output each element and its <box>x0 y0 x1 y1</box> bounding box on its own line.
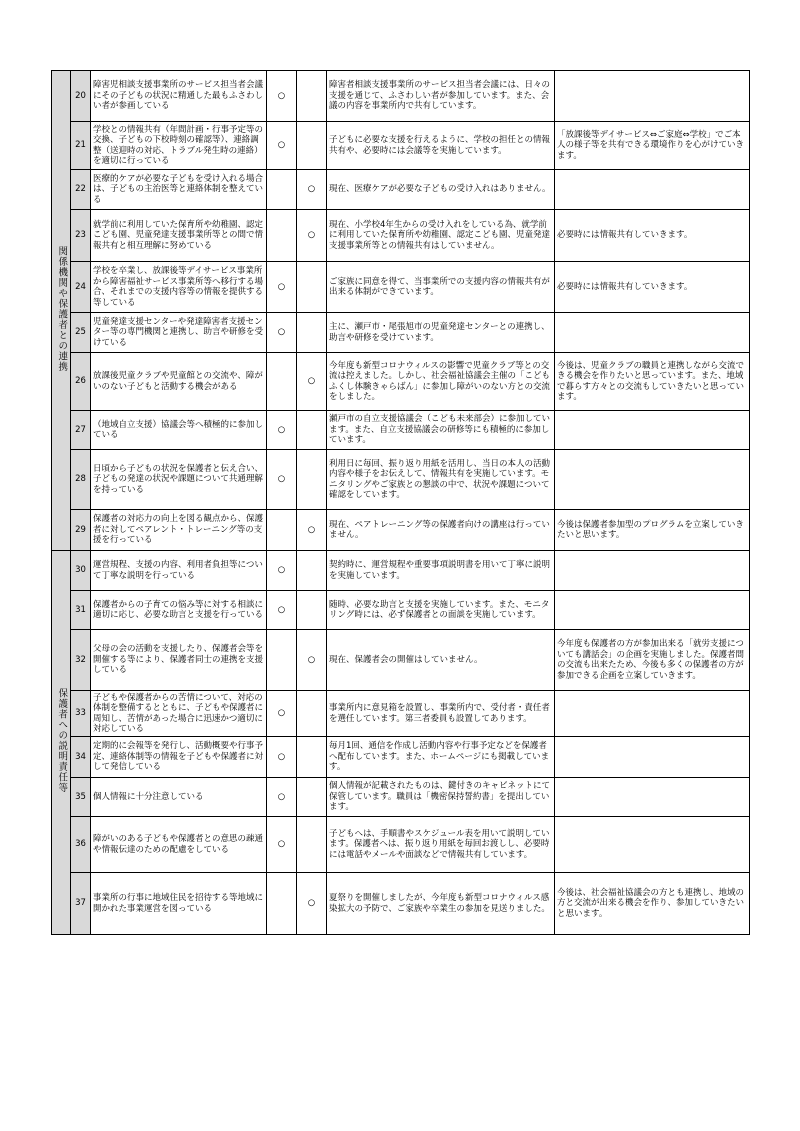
yes-mark: ○ <box>267 778 297 817</box>
category-label: 関係機関や保護者との連携 <box>56 245 68 372</box>
status-text: 個人情報が記載されたものは、鍵付きのキャビネットにて保管しています。職員は「機密保持誓約書」を提出しています。 <box>327 778 555 817</box>
status-text: ご家族に同意を得て、当事業所での支援内容の情報共有が出来る体制ができています。 <box>327 262 555 313</box>
no-mark <box>297 817 327 873</box>
yes-mark: ○ <box>267 411 297 450</box>
category-cell <box>52 71 71 551</box>
plan-text: 今後は保護者参加型のプログラムを立案していきたいと思います。 <box>555 510 750 551</box>
plan-text <box>555 691 750 737</box>
category-label: 保護者への説明責任等 <box>56 688 68 794</box>
plan-text <box>555 71 750 122</box>
row-number: 25 <box>71 313 91 353</box>
yes-mark: ○ <box>267 691 297 737</box>
item-text: 学校を卒業し、放課後等デイサービス事業所から障害福祉サービス事業所等へ移行する場合、それまでの支援内容等の情報を提供する等している <box>91 262 267 313</box>
item-text: 事業所の行事に地域住民を招待する等地域に開かれた事業運営を図っている <box>91 873 267 935</box>
item-text: 障がいのある子どもや保護者との意思の疎通や情報伝達のための配慮をしている <box>91 817 267 873</box>
row-number: 35 <box>71 778 91 817</box>
no-mark <box>297 737 327 778</box>
row-number: 20 <box>71 71 91 122</box>
status-text: 現在、ペアトレーニング等の保護者向けの講座は行っていません。 <box>327 510 555 551</box>
row-number: 21 <box>71 122 91 170</box>
status-text: 随時、必要な助言と支援を実施しています。また、モニタリング時には、必ず保護者との面談を実施しています。 <box>327 591 555 630</box>
table-row <box>52 691 750 737</box>
no-mark: ○ <box>297 353 327 411</box>
yes-mark: ○ <box>267 737 297 778</box>
no-mark <box>297 411 327 450</box>
plan-text <box>555 737 750 778</box>
row-number: 37 <box>71 873 91 935</box>
status-text: 子どもに必要な支援を行えるように、学校の担任との情報共有や、必要時には会議等を実施しています。 <box>327 122 555 170</box>
status-text: 現在、小学校4年生からの受け入れをしている為、就学前に利用していた保育所や幼稚園、認定こども園、児童発達支援事業所等との情報共有はしていません。 <box>327 210 555 262</box>
item-text: 日頃から子どもの状況を保護者と伝え合い、子どもの発達の状況や課題について共通理解を持っている <box>91 450 267 510</box>
table-row <box>52 873 750 935</box>
yes-mark: ○ <box>267 313 297 353</box>
plan-text <box>555 591 750 630</box>
table-row <box>52 630 750 691</box>
table-row <box>52 210 750 262</box>
status-text: 子どもへは、手順書やスケジュール表を用いて説明しています。保護者へは、振り返り用紙を毎回お渡しし、必要時には電話やメールや面談などで情報共有しています。 <box>327 817 555 873</box>
no-mark <box>297 778 327 817</box>
status-text: 障害者相談支援事業所のサービス担当者会議には、日々の支援を通じて、ふさわしい者が参加しています。また、会議の内容を事業所内で共有しています。 <box>327 71 555 122</box>
table-row <box>52 262 750 313</box>
row-number: 32 <box>71 630 91 691</box>
yes-mark: ○ <box>267 551 297 591</box>
status-text: 夏祭りを開催しましたが、今年度も新型コロナウィルス感染拡大の予防で、ご家族や卒業生の参加を見送りました。 <box>327 873 555 935</box>
no-mark <box>297 71 327 122</box>
no-mark <box>297 262 327 313</box>
row-number: 22 <box>71 170 91 210</box>
item-text: 児童発達支援センターや発達障害者支援センター等の専門機関と連携し、助言や研修を受けている <box>91 313 267 353</box>
table-row <box>52 551 750 591</box>
item-text: 保護者の対応力の向上を図る観点から、保護者に対してペアレント・トレーニング等の支援を行っている <box>91 510 267 551</box>
yes-mark: ○ <box>267 122 297 170</box>
item-text: 子どもや保護者からの苦情について、対応の体制を整備するとともに、子どもや保護者に周知し、苦情があった場合に迅速かつ適切に対応している <box>91 691 267 737</box>
table-row <box>52 71 750 122</box>
yes-mark: ○ <box>267 450 297 510</box>
yes-mark <box>267 170 297 210</box>
item-text: 個人情報に十分注意している <box>91 778 267 817</box>
row-number: 33 <box>71 691 91 737</box>
status-text: 今年度も新型コロナウィルスの影響で児童クラブ等との交流は控えました。しかし、社会福祉協議会主催の「こどもふくし体験きゃらばん」に参加し障がいのない方との交流をしました。 <box>327 353 555 411</box>
plan-text <box>555 313 750 353</box>
no-mark: ○ <box>297 170 327 210</box>
yes-mark: ○ <box>267 817 297 873</box>
table-row <box>52 817 750 873</box>
item-text: 父母の会の活動を支援したり、保護者会等を開催する等により、保護者同士の連携を支援している <box>91 630 267 691</box>
yes-mark <box>267 210 297 262</box>
plan-text: 「放課後等デイサービス⇔ご家庭⇔学校」でご本人の様子等を共有できる環境作りを心がけていきます。 <box>555 122 750 170</box>
status-text: 現在、医療ケアが必要な子どもの受け入れはありません。 <box>327 170 555 210</box>
item-text: 運営規程、支援の内容、利用者負担等について丁寧な説明を行っている <box>91 551 267 591</box>
row-number: 31 <box>71 591 91 630</box>
plan-text <box>555 778 750 817</box>
item-text: 定期的に会報等を発行し、活動概要や行事予定、連絡体制等の情報を子どもや保護者に対して発信している <box>91 737 267 778</box>
status-text: 主に、瀬戸市・尾張旭市の児童発達センターとの連携し、助言や研修を受けています。 <box>327 313 555 353</box>
status-text: 現在、保護者会の開催はしていません。 <box>327 630 555 691</box>
plan-text <box>555 551 750 591</box>
plan-text: 今後は、社会福祉協議会の方とも連携し、地域の方と交流が出来る機会を作り、参加していきたいと思います。 <box>555 873 750 935</box>
status-text: 契約時に、運営規程や重要事項説明書を用いて丁寧に説明を実施しています。 <box>327 551 555 591</box>
status-text: 毎月1回、通信を作成し活動内容や行事予定などを保護者へ配布しています。また、ホームページにも掲載しています。 <box>327 737 555 778</box>
table-row <box>52 122 750 170</box>
plan-text: 必要時には情報共有していきます。 <box>555 210 750 262</box>
yes-mark: ○ <box>267 591 297 630</box>
plan-text: 今年度も保護者の方が参加出来る「就労支援についても講話会」の企画を実施しました。保護者間の交流も出来たため、今後も多くの保護者の方が参加できる企画を立案していきます。 <box>555 630 750 691</box>
yes-mark <box>267 353 297 411</box>
plan-text <box>555 170 750 210</box>
no-mark <box>297 122 327 170</box>
table-row <box>52 737 750 778</box>
item-text: 放課後児童クラブや児童館との交流や、障がいのない子どもと活動する機会がある <box>91 353 267 411</box>
category-cell <box>52 551 71 935</box>
no-mark: ○ <box>297 630 327 691</box>
item-text: （地域自立支援）協議会等へ積極的に参加している <box>91 411 267 450</box>
item-text: 就学前に利用していた保育所や幼稚園、認定こども園、児童発達支援事業所等との間で情報共有と相互理解に努めている <box>91 210 267 262</box>
yes-mark: ○ <box>267 71 297 122</box>
table-row <box>52 591 750 630</box>
item-text: 保護者からの子育ての悩み等に対する相談に適切に応じ、必要な助言と支援を行っている <box>91 591 267 630</box>
row-number: 30 <box>71 551 91 591</box>
table-row <box>52 313 750 353</box>
item-text: 学校との情報共有（年間計画・行事予定等の交換、子どもの下校時刻の確認等）、連絡調整（送迎時の対応、トラブル発生時の連絡）を適切に行っている <box>91 122 267 170</box>
status-text: 事業所内に意見箱を設置し、事業所内で、受付者・責任者を選任しています。第三者委員も設置してあります。 <box>327 691 555 737</box>
item-text: 障害児相談支援事業所のサービス担当者会議にその子どもの状況に精通した最もふさわしい者が参画している <box>91 71 267 122</box>
item-text: 医療的ケアが必要な子どもを受け入れる場合は、子どもの主治医等と連絡体制を整えている <box>91 170 267 210</box>
row-number: 29 <box>71 510 91 551</box>
table-row <box>52 353 750 411</box>
row-number: 36 <box>71 817 91 873</box>
no-mark <box>297 450 327 510</box>
row-number: 23 <box>71 210 91 262</box>
plan-text <box>555 817 750 873</box>
table-row <box>52 170 750 210</box>
yes-mark: ○ <box>267 262 297 313</box>
no-mark <box>297 591 327 630</box>
no-mark <box>297 551 327 591</box>
plan-text: 必要時には情報共有していきます。 <box>555 262 750 313</box>
no-mark <box>297 313 327 353</box>
status-text: 利用日に毎回、振り返り用紙を活用し、当日の本人の活動内容や様子をお伝えして、情報共有を実施しています。モニタリングやご家族との懇談の中で、状況や課題について確認をしています。 <box>327 450 555 510</box>
row-number: 27 <box>71 411 91 450</box>
no-mark: ○ <box>297 873 327 935</box>
no-mark: ○ <box>297 510 327 551</box>
table-row <box>52 510 750 551</box>
row-number: 24 <box>71 262 91 313</box>
row-number: 26 <box>71 353 91 411</box>
plan-text <box>555 411 750 450</box>
table-row <box>52 450 750 510</box>
no-mark: ○ <box>297 210 327 262</box>
table-row <box>52 411 750 450</box>
evaluation-table <box>51 70 750 935</box>
yes-mark <box>267 873 297 935</box>
plan-text: 今後は、児童クラブの職員と連携しながら交流できる機会を作りたいと思っています。また、地域で暮らす方々との交流もしていきたいと思っています。 <box>555 353 750 411</box>
table-row <box>52 778 750 817</box>
yes-mark <box>267 510 297 551</box>
status-text: 瀬戸市の自立支援協議会（こども未来部会）に参加しています。また、自立支援協議会の研修等にも積極的に参加しています。 <box>327 411 555 450</box>
yes-mark <box>267 630 297 691</box>
row-number: 34 <box>71 737 91 778</box>
no-mark <box>297 691 327 737</box>
row-number: 28 <box>71 450 91 510</box>
plan-text <box>555 450 750 510</box>
